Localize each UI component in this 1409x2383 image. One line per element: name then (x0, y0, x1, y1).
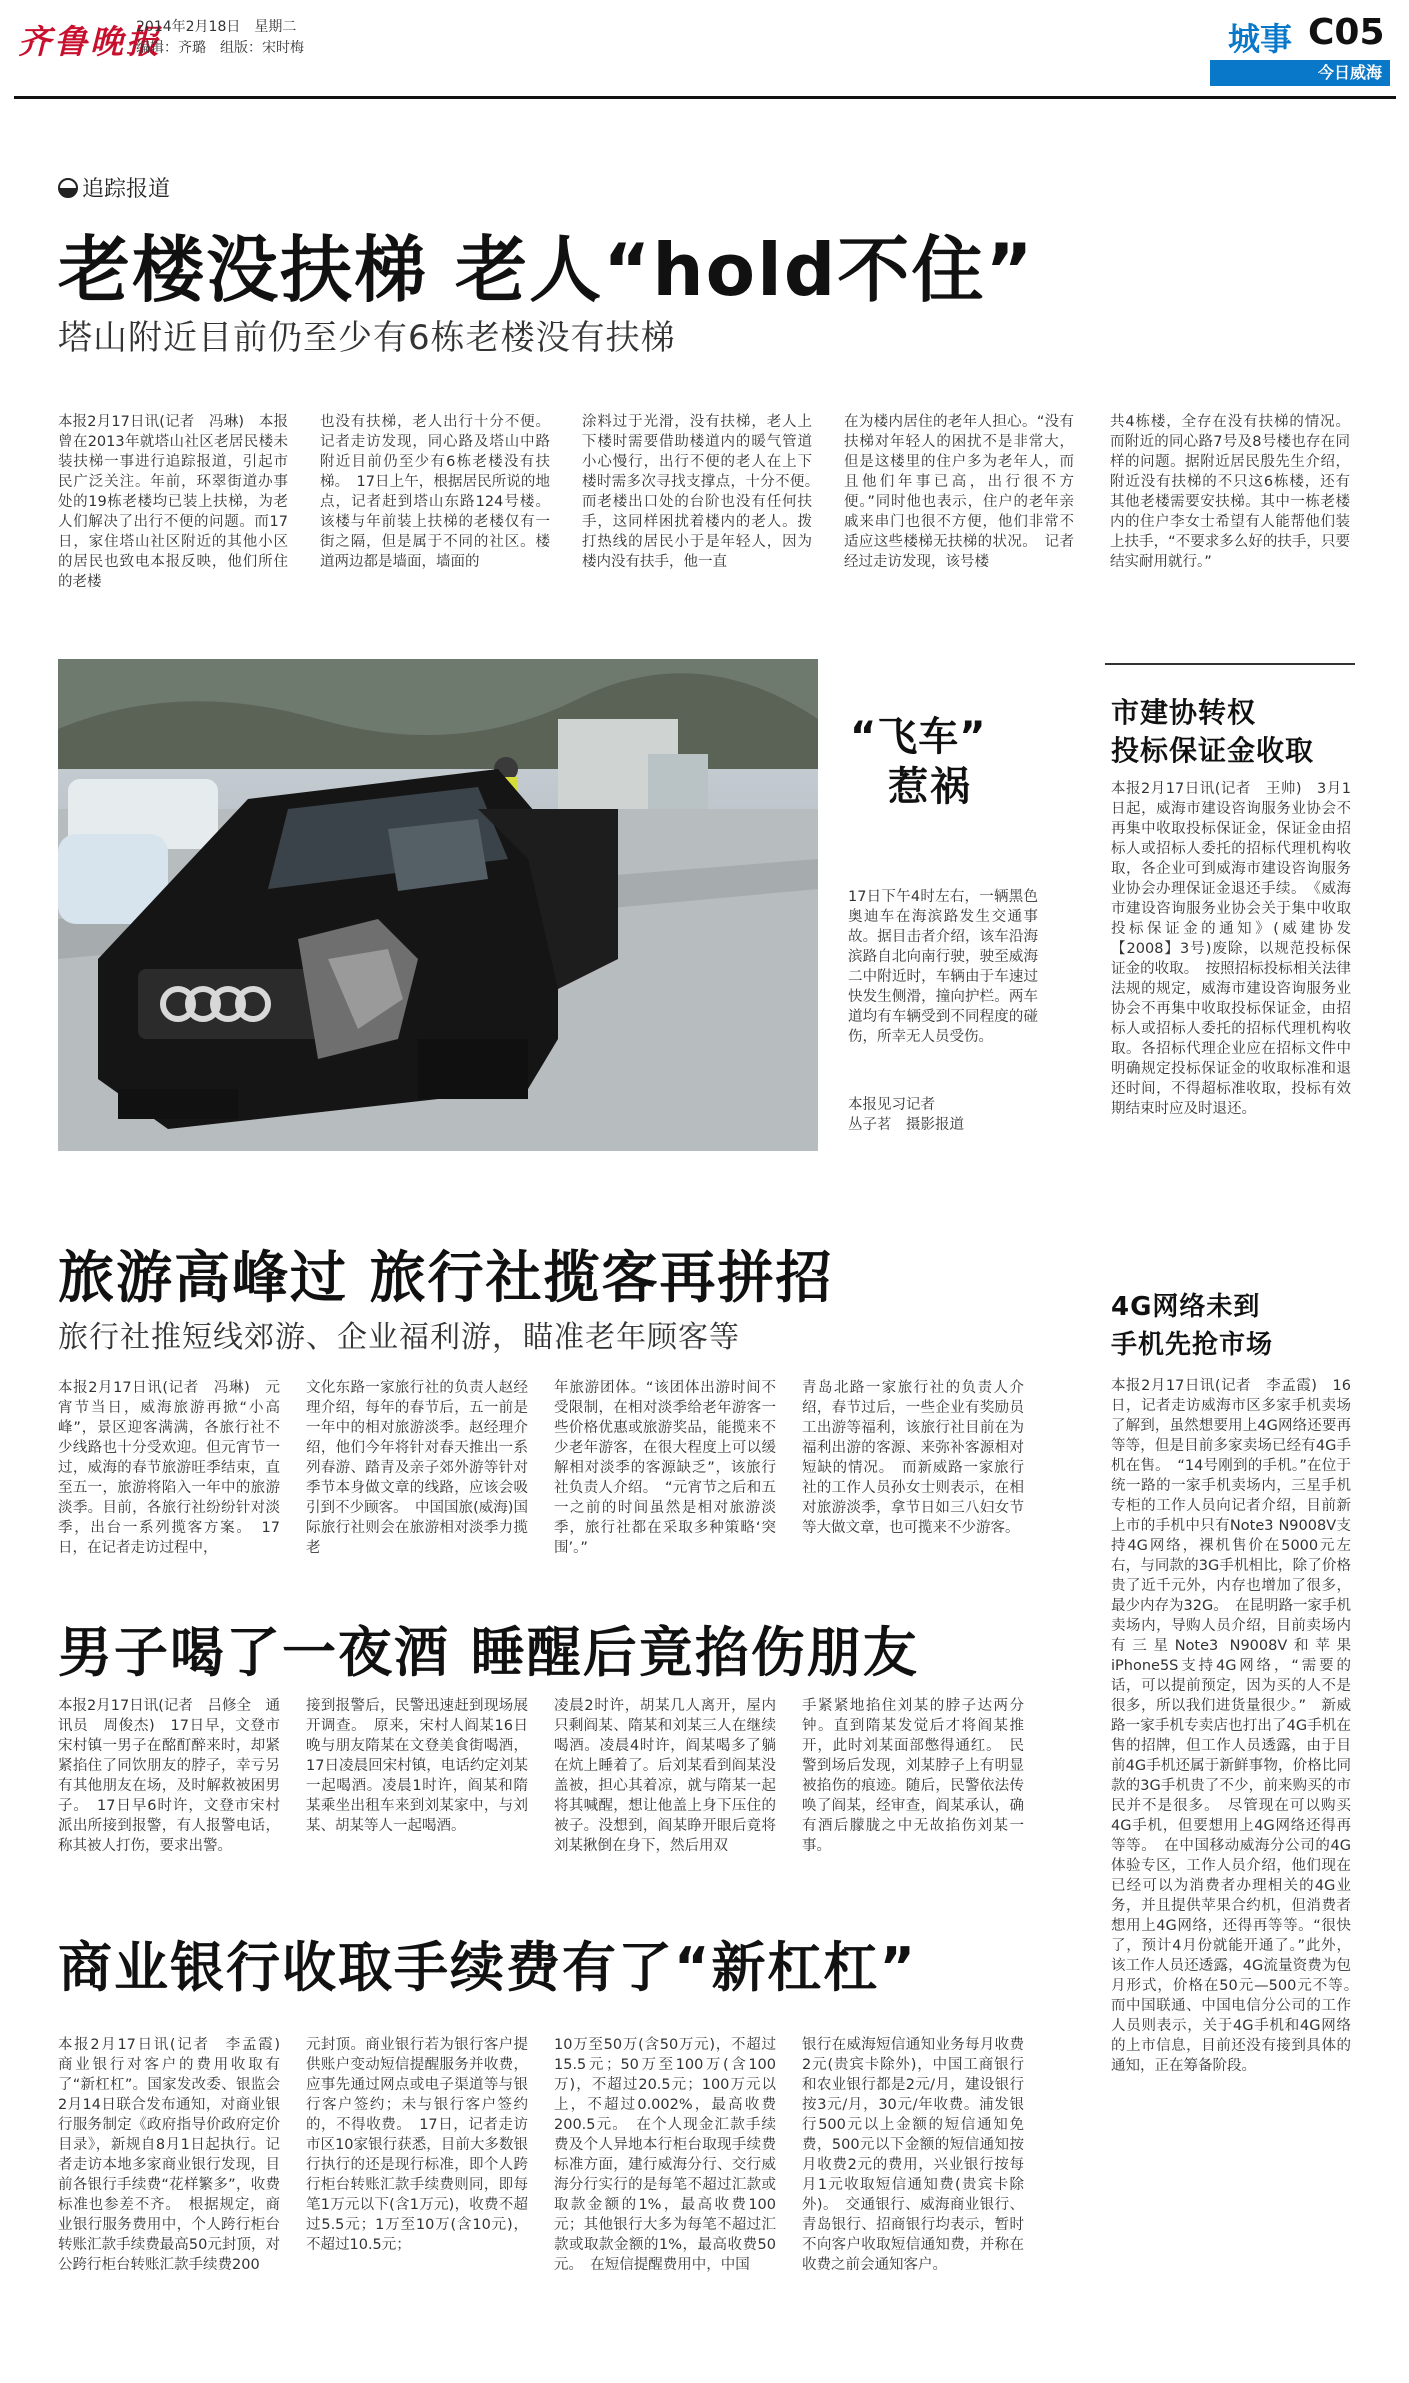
headline: 商业银行收取手续费有了“新杠杠” (58, 1936, 917, 1999)
sidebar2-headline-line1: 4G网络未到 (1111, 1292, 1261, 1322)
crashed-car-illustration (58, 659, 818, 1151)
photo-story (0, 655, 1080, 1165)
photo-caption: 17日下午4时左右，一辆黑色奥迪车在海滨路发生交通事故。据目击者介绍，该车沿海滨路自北向南行驶，驶至威海二中附近时，车辆由于车速过快发生侧滑，撞向护栏。两车道均有车辆受到不同程度的碰伤，所幸无人员受伤。 (848, 889, 1038, 1045)
sidebar1-headline-line1: 市建协转权 (1111, 696, 1257, 729)
story-bank-fees (0, 1915, 1080, 2375)
story-elderly-stairs (0, 150, 1409, 620)
sidebar2-text: 本报2月17日讯(记者 李孟霞) 16日，记者走访威海市区多家手机卖场了解到，虽然想要用上4G网络还要再等等，但是目前多家卖场已经有4G手机在售。 “14号刚到的手机。”在位于统一路的一家手机卖场内，三星手机专柜的工作人员向记者介绍，目前新上市的手机中只有Note3 N9008V支持4G网络，裸机售价在5000元左右，与同款的3G手机相比，除了价格贵了近千元外，内存也增加了很多，最少内存为32G。 在昆明路一家手机卖场内，导购人员介绍，目前卖场内有三星Note3 N9008V和苹果iPhone5S支持4G网络，“需要的话，可以提前预定，因为买的人不是很多，所以我们进货量很少。” 新威路一家手机专卖店也打出了4G手机在售的招牌，但工作人员透露，由于目前4G手机还属于新鲜事物，价格比同款的3G手机贵了不少，前来购买的市民并不是很多。 尽管现在可以购买4G手机，但要想用上4G网络还得再等等。 在中国移动威海分公司的4G体验专区，工作人员介绍，他们现在已经可以为消费者办理相关的4G业务，并且提供苹果合约机，但消费者想用上4G网络，还得再等等。“很快了，预计4月份就能开通了。”此外，该工作人员还透露，4G流量资费为包月形式，价格在50元—500元不等。 而中国联通、中国电信分公司的工作人员则表示，关于4G手机和4G网络的上市信息，目前还没有接到具体的通知，正在筹备阶段。 (1111, 1378, 1366, 2074)
story1-col4: 在为楼内居住的老年人担心。“没有扶梯对年轻人的困扰不是非常大，但是这楼里的住户多为老年人，而且他们年事已高，出行很不方便。”同时他也表示，住户的老年亲戚来串门也很不方便，他们非常不适应这些楼梯无扶梯的状况。 记者经过走访发现，该号楼 (844, 414, 1074, 570)
kicker-icon (58, 178, 78, 198)
story4-col2: 元封顶。商业银行若为银行客户提供账户变动短信提醒服务并收费，应事先通过网点或电子渠道等与银行客户签约；未与银行客户签约的，不得收费。 17日，记者走访市区10家银行获悉，目前大多数银行执行的还是现行标准，即个人跨行柜台转账汇款手续费则同，即每笔1万元以下(含1万元)，收费不超过5.5元；1万至10万(含10元)，不超过10.5元； (306, 2037, 528, 2253)
page-number: C05 (1308, 12, 1385, 53)
sidebar-4g (1105, 1280, 1366, 2370)
story2-col2: 文化东路一家旅行社的负责人赵经理介绍，每年的春节后，五一前是一年中的相对旅游淡季。赵经理介绍，他们今年将针对春天推出一系列春游、踏青及亲子郊外游等针对季节本身做文章的线路，应该会吸引到不少顾客。 中国国旅(威海)国际旅行社则会在旅游相对淡季力揽老 (306, 1380, 528, 1556)
accident-photo (58, 659, 818, 1151)
story2-col3: 年旅游团体。“该团体出游时间不受限制，在相对淡季给老年游客一些价格优惠或旅游奖品，能揽来不少老年游客，在很大程度上可以缓解相对淡季的客源缺乏”，该旅行社负责人介绍。 “元宵节之后和五一之前的时间虽然是相对旅游淡季，旅行社都在采取多种策略‘突围’。” (554, 1380, 776, 1556)
headline: 旅游高峰过 旅行社揽客再拼招 (58, 1246, 834, 1311)
photo-headline-line1: “飞车” (850, 714, 987, 760)
photo-credit-1: 本报见习记者 (848, 1097, 935, 1113)
sidebar-top-rule (1105, 663, 1355, 665)
story4-col1: 本报2月17日讯(记者 李孟霞) 商业银行对客户的费用收取有了“新杠杠”。国家发改委、银监会2月14日联合发布通知，对商业银行服务制定《政府指导价政府定价目录》，新规自8月1日起执行。记者走访本地多家商业银行发现，目前各银行手续费“花样繁多”，收费标准也参差不齐。 根据规定，商业银行服务费用中，个人跨行柜台转账汇款手续费最高50元封顶，对公跨行柜台转账汇款手续费200 (58, 2037, 295, 2273)
newspaper-logo: 齐鲁晚报 (18, 22, 162, 61)
story1-col3: 涂料过于光滑，没有扶梯，老人上下楼时需要借助楼道内的暖气管道小心慢行，出行不便的老人在上下楼时需多次寻找支撑点，十分不便。 而老楼出口处的台阶也没有任何扶手，这同样困扰着楼内的老人。拨打热线的居民小于是年轻人，因为楼内没有扶手，他一直 (582, 414, 827, 570)
story4-col3: 10万至50万(含50万元)，不超过15.5元；50万至100万(含100万)，不超过20.5元；100万元以上，不超过0.002%，最高收费200.5元。 在个人现金汇款手续费及个人异地本行柜台取现手续费标准方面，建行威海分行、交行威海分行实行的是每笔不超过汇款或取款金额的1%，最高收费100元；其他银行大多为每笔不超过汇款或取款金额的1%，最高收费50元。 在短信提醒费用中，中国 (554, 2037, 776, 2273)
sidebar1-text: 本报2月17日讯(记者 王帅) 3月1日起，威海市建设咨询服务业协会不再集中收取投标保证金，保证金由招标人或招标人委托的招标代理机构收取，各企业可到威海市建设咨询服务业协会办理保证金退还手续。 《威海市建设咨询服务业协会关于集中收取投标保证金的通知》(威建协发【2008】3号)废除，以规范投标保证金的收取。 按照招标投标相关法律法规的规定，威海市建设咨询服务业协会不再集中收取投标保证金，由招标人或招标人委托的招标代理机构收取。各招标代理企业应在招标文件中明确规定投标保证金的收取标准和退还时间，不得超标准收取，投标有效期结束时应及时退还。 (1111, 781, 1351, 1117)
story3-col3: 凌晨2时许，胡某几人离开，屋内只剩阎某、隋某和刘某三人在继续喝酒。凌晨4时许，阎某喝多了躺在炕上睡着了。后刘某看到阎某没盖被，担心其着凉，就与隋某一起将其喊醒，想让他盖上身下压住的被子。没想到，阎某睁开眼后竟将刘某揪倒在身下，然后用双 (554, 1698, 776, 1854)
kicker: 追踪报道 (58, 172, 170, 203)
subhead: 塔山附近目前仍至少有6栋老楼没有扶梯 (58, 318, 676, 358)
story1-col5: 共4栋楼，全存在没有扶梯的情况。而附近的同心路7号及8号楼也存在同样的问题。据附近居民殷先生介绍，附近没有扶梯的不只这6栋楼，还有其他老楼需要安扶梯。其中一栋老楼内的住户李女士希望有人能帮他们装上扶手，“不要求多么好的扶手，只要结实耐用就行。” (1110, 414, 1350, 570)
story4-col4: 银行在威海短信通知业务每月收费2元(贵宾卡除外)，中国工商银行和农业银行都是2元/月，建设银行按3元/月，30元/年收费。浦发银行500元以上金额的短信通知免费，500元以下金额的短信通知按月收费2元的费用，兴业银行按每月1元收取短信通知费(贵宾卡除外)。 交通银行、威海商业银行、青岛银行、招商银行均表示，暂时不向客户收取短信通知费，并称在收费之前会通知客户。 (802, 2037, 1024, 2273)
editor-line: 编辑：齐璐 组版：宋时梅 (136, 40, 304, 56)
photo-credit-2: 丛子茗 摄影报道 (848, 1117, 964, 1133)
masthead (0, 0, 1409, 96)
story3-col1: 本报2月17日讯(记者 吕修全 通讯员 周俊杰) 17日早，文登市宋村镇一男子在酩酊醉来时，却紧紧掐住了同饮朋友的脖子，幸亏另有其他朋友在场，及时解救被困男子。 17日早6时许，文登市宋村派出所接到报警，有人报警电话，称其被人打伤，要求出警。 (58, 1698, 280, 1854)
sidebar1-headline-line2: 投标保证金收取 (1111, 734, 1315, 767)
story1-col1: 本报2月17日讯(记者 冯琳) 本报曾在2013年就塔山社区老居民楼未装扶梯一事进行追踪报道，引起市民广泛关注。年前，环翠街道办事处的19栋老楼均已装上扶梯，为老人们解决了出行不便的问题。而17日，家住塔山社区附近的其他小区的居民也致电本报反映，他们所住的老楼 (58, 414, 288, 590)
edition-badge: 今日威海 (1210, 60, 1390, 86)
story2-col4: 青岛北路一家旅行社的负责人介绍，春节过后，一些企业有奖励员工出游等福利，该旅行社目前在为福利出游的客源、来弥补客源相对短缺的情况。 而新威路一家旅行社的工作人员孙女士则表示，在相对旅游淡季，拿节日如三八妇女节等大做文章，也可揽来不少游客。 (802, 1380, 1024, 1536)
story3-col4: 手紧紧地掐住刘某的脖子达两分钟。直到隋某发觉后才将阎某推开，此时刘某面部憋得通红。 民警到场后发现，刘某脖子上有明显被掐伤的痕迹。随后，民警依法传唤了阎某，经审查，阎某承认，确有酒后朦胧之中无故掐伤刘某一事。 (802, 1698, 1024, 1854)
photo-headline-line2: 惹祸 (888, 764, 972, 810)
section-title: 城事 (1228, 20, 1293, 58)
sidebar2-headline-line2: 手机先抢市场 (1111, 1330, 1274, 1360)
story-travel-agencies (0, 1220, 1080, 1580)
story3-col2: 接到报警后，民警迅速赶到现场展开调查。 原来，宋村人阎某16日晚与朋友隋某在文登美食街喝酒，17日凌晨回宋村镇，电话约定刘某一起喝酒。凌晨1时许，阎某和隋某乘坐出租车来到刘某家中，与刘某、胡某等人一起喝酒。 (306, 1698, 528, 1834)
sidebar-bid-deposit (1105, 655, 1355, 1255)
story2-col1: 本报2月17日讯(记者 冯琳) 元宵节当日，威海旅游再掀“小高峰”，景区迎客满满，各旅行社不少线路也十分受欢迎。但元宵节一过，威海的春节旅游旺季结束，直至五一，旅游将陷入一年中的旅游淡季。目前，各旅行社纷纷针对淡季，出台一系列揽客方案。 17日，在记者走访过程中， (58, 1380, 280, 1556)
subhead: 旅行社推短线郊游、企业福利游，瞄准老年顾客等 (58, 1320, 740, 1355)
headline: 老楼没扶梯 老人“hold不住” (58, 228, 1035, 312)
story1-col2: 也没有扶梯，老人出行十分不便。记者走访发现，同心路及塔山中路附近目前仍至少有6栋老楼没有扶梯。 17日上午，根据居民所说的地点，记者赶到塔山东路124号楼。该楼与年前装上扶梯的老楼仅有一街之隔，但是属于不同的社区。楼道两边都是墙面，墙面的 (320, 414, 550, 570)
headline: 男子喝了一夜酒 睡醒后竟掐伤朋友 (58, 1621, 919, 1684)
story-drunk-assault (0, 1600, 1080, 1890)
masthead-rule (14, 96, 1396, 99)
date-line: 2014年2月18日 星期二 (136, 19, 297, 35)
